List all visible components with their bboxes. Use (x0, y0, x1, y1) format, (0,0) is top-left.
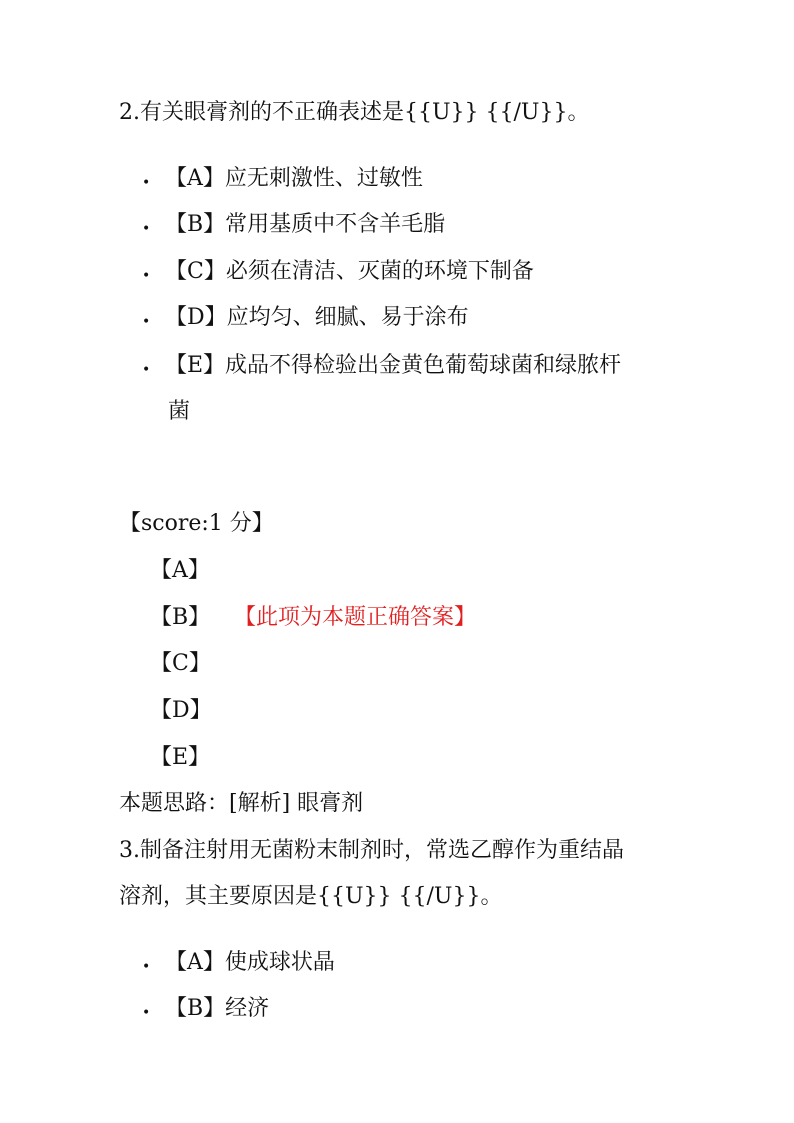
bullet-icon: • (142, 362, 151, 378)
q2-option-d: 【D】应均匀、细腻、易于涂布 (165, 305, 469, 330)
q2-option-e: 【E】成品不得检验出金黄色葡萄球菌和绿脓杆 (165, 353, 622, 378)
q3-option-b: 【B】经济 (165, 996, 270, 1021)
question-3-stem-line-1: 3.制备注射用无菌粉末制剂时，常选乙醇作为重结晶 (119, 838, 624, 863)
question-3-stem-line-2: 溶剂，其主要原因是{{U}} {{/U}}。 (119, 884, 503, 909)
answer-a: 【A】 (150, 558, 210, 583)
q2-option-e-continued: 菌 (168, 399, 191, 424)
question-2-stem: 2.有关眼膏剂的不正确表述是{{U}} {{/U}}。 (119, 100, 590, 125)
correct-answer-note: 【此项为本题正确答案】 (234, 605, 477, 630)
q3-option-a: 【A】使成球状晶 (165, 950, 335, 975)
bullet-icon: • (142, 1005, 151, 1021)
bullet-icon: • (142, 221, 151, 237)
bullet-icon: • (142, 175, 151, 191)
answer-e: 【E】 (150, 745, 211, 770)
q2-option-b: 【B】常用基质中不含羊毛脂 (165, 212, 446, 237)
q2-option-a: 【A】应无刺激性、过敏性 (165, 166, 423, 191)
answer-b: 【B】 (150, 605, 211, 630)
bullet-icon: • (142, 268, 151, 284)
answer-c: 【C】 (150, 651, 211, 676)
explanation: 本题思路：[解析] 眼膏剂 (119, 791, 364, 816)
bullet-icon: • (142, 959, 151, 975)
bullet-icon: • (142, 314, 151, 330)
answer-d: 【D】 (150, 698, 212, 723)
score-label: 【score:1 分】 (119, 511, 274, 536)
q2-option-c: 【C】必须在清洁、灭菌的环境下制备 (165, 259, 534, 284)
